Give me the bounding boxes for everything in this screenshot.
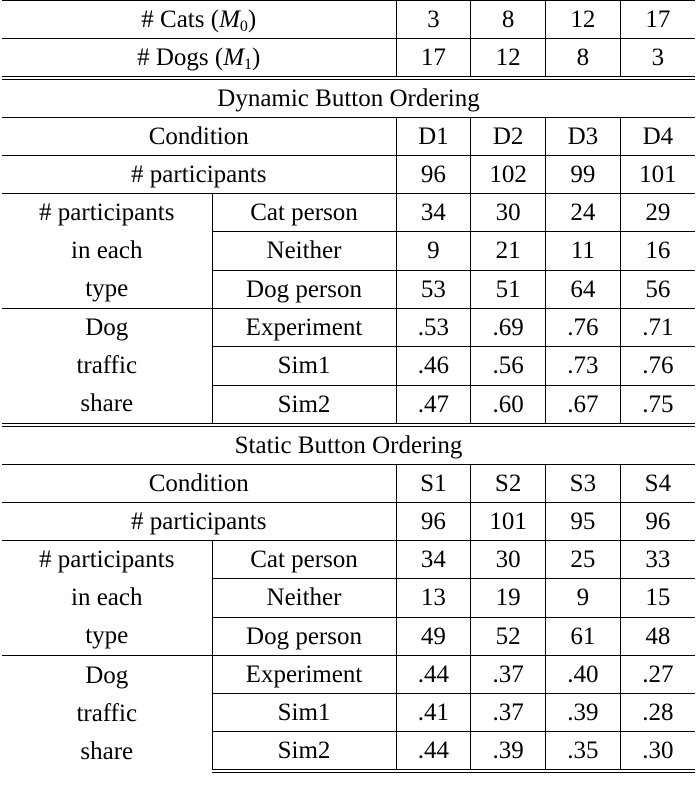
row-label: Cat person xyxy=(212,194,396,232)
table-row xyxy=(2,309,695,347)
dogs-value: 8 xyxy=(546,39,621,79)
row-label: Dog person xyxy=(212,270,396,308)
value-cell: .39 xyxy=(471,732,546,772)
value-cell: .41 xyxy=(396,694,471,732)
value-cell: .67 xyxy=(546,385,621,425)
dogs-row xyxy=(2,39,695,79)
value-cell: .37 xyxy=(471,656,546,694)
condition-label: Condition xyxy=(2,465,396,503)
value-cell: 25 xyxy=(546,541,621,579)
condition-cell: S1 xyxy=(396,465,471,503)
participants-label: # participants xyxy=(2,156,396,194)
value-cell: 52 xyxy=(471,617,546,655)
row-label: Neither xyxy=(212,232,396,270)
value-cell: 15 xyxy=(620,579,695,617)
cats-value: 17 xyxy=(620,1,695,39)
value-cell: .76 xyxy=(546,309,621,347)
static-section-title: Static Button Ordering xyxy=(2,425,695,465)
row-label: Experiment xyxy=(212,309,396,347)
cats-label: # Cats $(M_0)$ xyxy=(2,1,396,39)
row-label: Sim2 xyxy=(212,732,396,772)
value-cell: .39 xyxy=(546,694,621,732)
value-cell: 29 xyxy=(620,194,695,232)
value-cell: .27 xyxy=(620,656,695,694)
dynamic-title-row xyxy=(2,78,695,118)
value-cell: .30 xyxy=(620,732,695,772)
value-cell: .35 xyxy=(546,732,621,772)
value-cell: 34 xyxy=(396,194,471,232)
value-cell: .37 xyxy=(471,694,546,732)
value-cell: .44 xyxy=(396,732,471,772)
static-participants-row xyxy=(2,503,695,541)
value-cell: 21 xyxy=(471,232,546,270)
table-row xyxy=(2,656,695,694)
value-cell: .76 xyxy=(620,347,695,385)
participants-cell: 102 xyxy=(471,156,546,194)
table-row xyxy=(2,541,695,579)
dogs-value: 12 xyxy=(471,39,546,79)
condition-cell: D4 xyxy=(620,118,695,156)
participants-cell: 99 xyxy=(546,156,621,194)
value-cell: 30 xyxy=(471,541,546,579)
value-cell: 48 xyxy=(620,617,695,655)
value-cell: 13 xyxy=(396,579,471,617)
value-cell: .53 xyxy=(396,309,471,347)
dogs-value: 17 xyxy=(396,39,471,79)
dogs-label: # Dogs $(M_1)$ xyxy=(2,39,396,79)
dogs-value: 3 xyxy=(620,39,695,79)
row-label: Sim1 xyxy=(212,347,396,385)
share-group-label: Dog traffic share xyxy=(2,309,212,426)
value-cell: 24 xyxy=(546,194,621,232)
value-cell: .71 xyxy=(620,309,695,347)
static-title-row xyxy=(2,425,695,465)
participants-cell: 95 xyxy=(546,503,621,541)
participants-cell: 101 xyxy=(471,503,546,541)
value-cell: 53 xyxy=(396,270,471,308)
dynamic-section-title: Dynamic Button Ordering xyxy=(2,78,695,118)
participants-cell: 96 xyxy=(396,503,471,541)
value-cell: 56 xyxy=(620,270,695,308)
table-row xyxy=(2,194,695,232)
value-cell: 19 xyxy=(471,579,546,617)
value-cell: 11 xyxy=(546,232,621,270)
value-cell: .47 xyxy=(396,385,471,425)
types-group-label: # participants in each type xyxy=(2,541,212,656)
value-cell: 33 xyxy=(620,541,695,579)
value-cell: .56 xyxy=(471,347,546,385)
row-label: Sim1 xyxy=(212,694,396,732)
cats-value: 3 xyxy=(396,1,471,39)
value-cell: .28 xyxy=(620,694,695,732)
value-cell: 61 xyxy=(546,617,621,655)
value-cell: .60 xyxy=(471,385,546,425)
row-label: Experiment xyxy=(212,656,396,694)
condition-cell: D2 xyxy=(471,118,546,156)
value-cell: .69 xyxy=(471,309,546,347)
cats-row xyxy=(2,1,695,39)
row-label: Sim2 xyxy=(212,385,396,425)
condition-cell: D3 xyxy=(546,118,621,156)
types-group-label: # participants in each type xyxy=(2,194,212,309)
static-condition-row xyxy=(2,465,695,503)
value-cell: .40 xyxy=(546,656,621,694)
row-label: Neither xyxy=(212,579,396,617)
participants-cell: 101 xyxy=(620,156,695,194)
condition-cell: S4 xyxy=(620,465,695,503)
value-cell: 34 xyxy=(396,541,471,579)
cats-value: 8 xyxy=(471,1,546,39)
condition-label: Condition xyxy=(2,118,396,156)
value-cell: .44 xyxy=(396,656,471,694)
participants-label: # participants xyxy=(2,503,396,541)
condition-cell: S2 xyxy=(471,465,546,503)
value-cell: .75 xyxy=(620,385,695,425)
row-label: Dog person xyxy=(212,617,396,655)
participants-cell: 96 xyxy=(620,503,695,541)
condition-cell: S3 xyxy=(546,465,621,503)
dynamic-participants-row xyxy=(2,156,695,194)
share-group-label: Dog traffic share xyxy=(2,656,212,772)
cats-value: 12 xyxy=(546,1,621,39)
value-cell: 30 xyxy=(471,194,546,232)
value-cell: 64 xyxy=(546,270,621,308)
value-cell: 49 xyxy=(396,617,471,655)
value-cell: 16 xyxy=(620,232,695,270)
value-cell: .46 xyxy=(396,347,471,385)
participants-cell: 96 xyxy=(396,156,471,194)
results-table xyxy=(2,0,695,773)
condition-cell: D1 xyxy=(396,118,471,156)
row-label: Cat person xyxy=(212,541,396,579)
value-cell: 9 xyxy=(396,232,471,270)
dynamic-condition-row xyxy=(2,118,695,156)
value-cell: .73 xyxy=(546,347,621,385)
value-cell: 9 xyxy=(546,579,621,617)
value-cell: 51 xyxy=(471,270,546,308)
